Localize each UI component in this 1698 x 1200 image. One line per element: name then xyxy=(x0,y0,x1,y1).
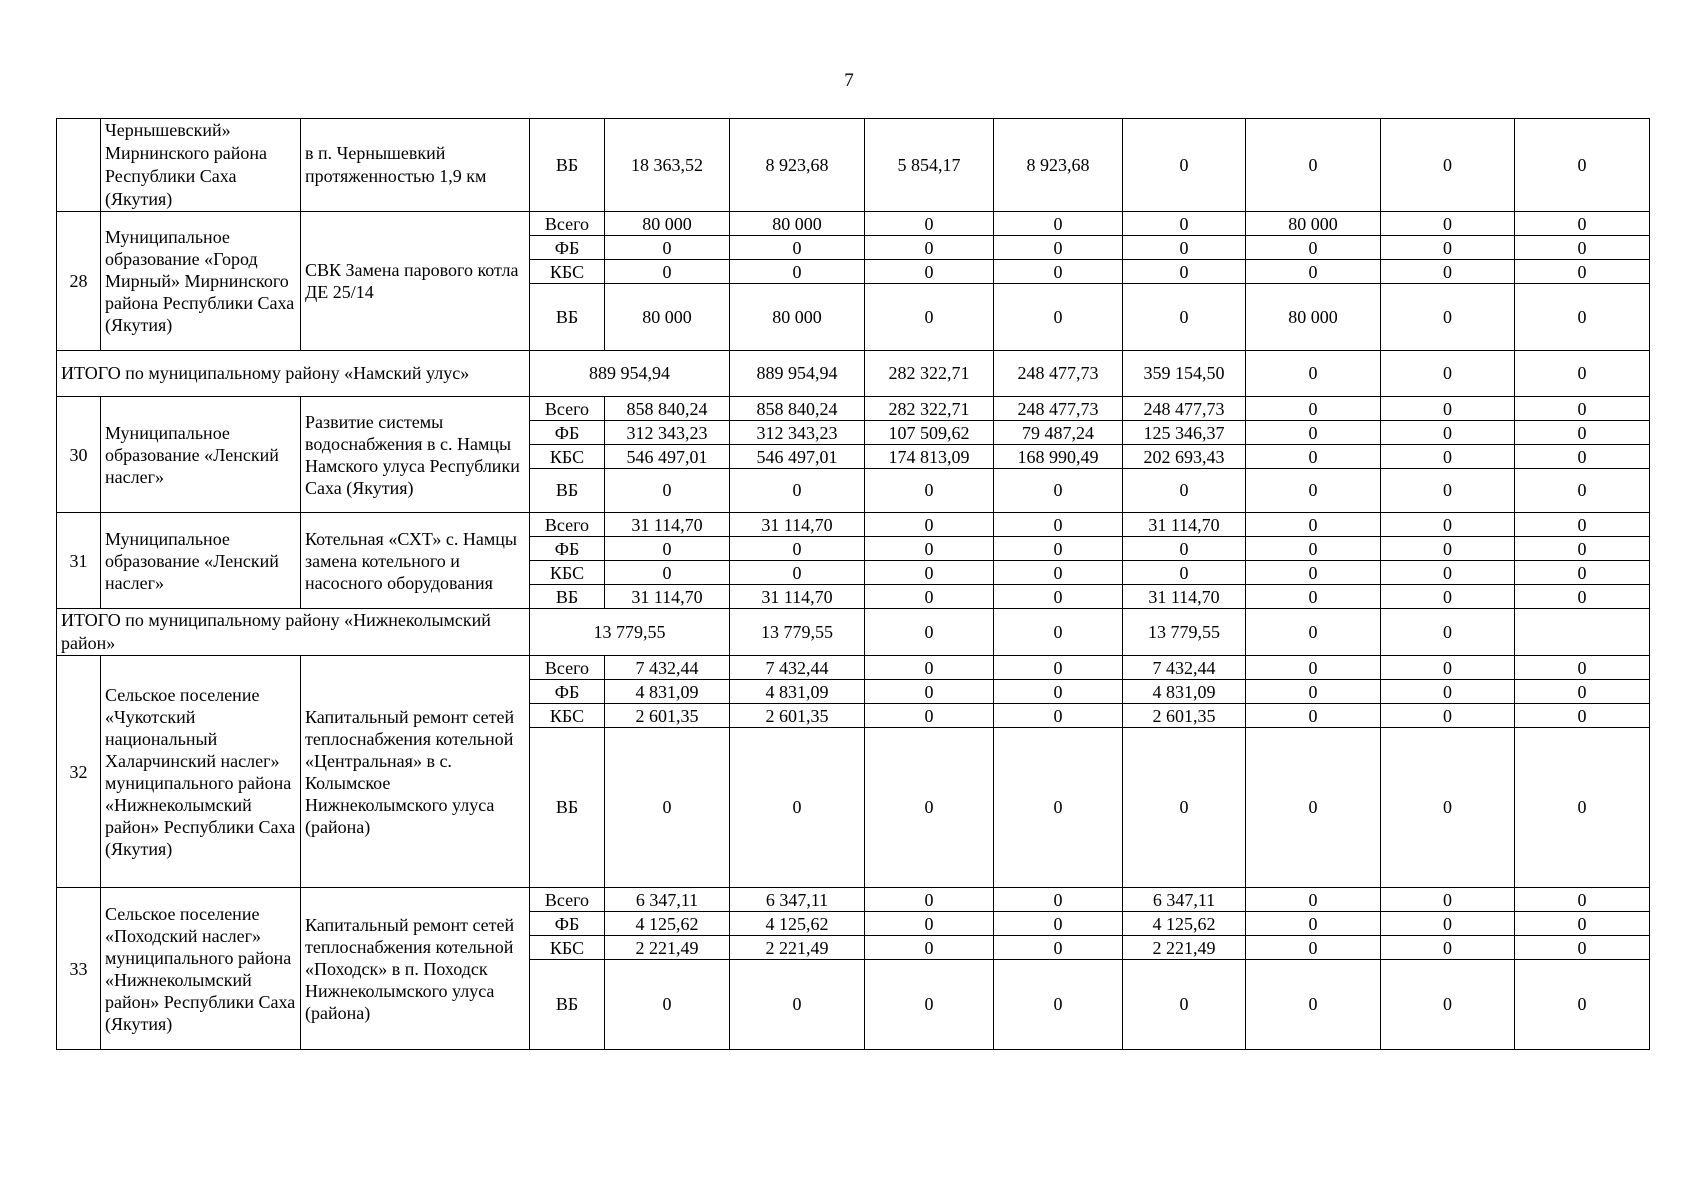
table-row xyxy=(57,888,1650,912)
funding-value: 0 xyxy=(1381,680,1515,704)
funding-value: 0 xyxy=(1515,912,1650,936)
funding-value: 6 347,11 xyxy=(730,888,865,912)
funding-value: 0 xyxy=(994,513,1123,537)
table-row xyxy=(57,656,1650,680)
municipality-name: Муниципальное образование «Ленский наслег» xyxy=(101,397,301,513)
funding-value: 31 114,70 xyxy=(730,585,865,609)
funding-value: 2 601,35 xyxy=(730,704,865,728)
funding-value: 5 854,17 xyxy=(865,119,994,212)
funding-value: 0 xyxy=(994,561,1123,585)
funding-value: 0 xyxy=(605,561,730,585)
funding-value: 0 xyxy=(1515,212,1650,236)
funding-source: Всего xyxy=(530,397,605,421)
funding-value: 0 xyxy=(1381,236,1515,260)
municipality-name: Сельское поселение «Чукотский национальный Халарчинский наслег» муниципального района «Нижнеколымский район» Республики Саха (Якутия) xyxy=(101,656,301,888)
funding-value: 0 xyxy=(1515,704,1650,728)
funding-value: 0 xyxy=(994,888,1123,912)
total-value: 0 xyxy=(865,609,994,656)
funding-value: 0 xyxy=(730,960,865,1050)
funding-value: 282 322,71 xyxy=(865,397,994,421)
funding-value: 2 221,49 xyxy=(605,936,730,960)
funding-source: ФБ xyxy=(530,912,605,936)
funding-value: 0 xyxy=(1246,960,1381,1050)
funding-value: 0 xyxy=(1515,284,1650,351)
funding-value: 312 343,23 xyxy=(605,421,730,445)
funding-value: 0 xyxy=(1246,561,1381,585)
funding-value: 0 xyxy=(730,236,865,260)
funding-value: 0 xyxy=(1515,656,1650,680)
funding-value: 0 xyxy=(1246,513,1381,537)
row-number xyxy=(57,119,101,212)
table-row xyxy=(57,513,1650,537)
total-row xyxy=(57,351,1650,397)
table-row xyxy=(57,397,1650,421)
funding-value: 0 xyxy=(1246,888,1381,912)
total-value: 359 154,50 xyxy=(1123,351,1246,397)
total-value: 248 477,73 xyxy=(994,351,1123,397)
funding-value: 0 xyxy=(605,469,730,513)
funding-value: 0 xyxy=(994,260,1123,284)
funding-source: ВБ xyxy=(530,469,605,513)
funding-value: 0 xyxy=(994,936,1123,960)
funding-value: 0 xyxy=(1246,656,1381,680)
total-value: 889 954,94 xyxy=(530,351,730,397)
funding-value: 0 xyxy=(865,284,994,351)
funding-source: ФБ xyxy=(530,236,605,260)
funding-value: 0 xyxy=(605,236,730,260)
project-name: Котельная «СХТ» с. Намцы замена котельного и насосного оборудования xyxy=(301,513,530,609)
project-name: СВК Замена парового котла ДЕ 25/14 xyxy=(301,212,530,351)
funding-value: 80 000 xyxy=(730,212,865,236)
funding-value: 0 xyxy=(1381,421,1515,445)
total-value: 0 xyxy=(1381,609,1515,656)
funding-value: 7 432,44 xyxy=(605,656,730,680)
funding-value: 0 xyxy=(1381,656,1515,680)
funding-source: ВБ xyxy=(530,284,605,351)
funding-value: 0 xyxy=(1123,284,1246,351)
funding-source: КБС xyxy=(530,936,605,960)
funding-value: 2 601,35 xyxy=(605,704,730,728)
funding-value: 0 xyxy=(730,537,865,561)
funding-value: 4 125,62 xyxy=(605,912,730,936)
funding-value: 0 xyxy=(865,728,994,888)
funding-value: 4 831,09 xyxy=(1123,680,1246,704)
row-number: 28 xyxy=(57,212,101,351)
funding-value: 0 xyxy=(1381,119,1515,212)
funding-value: 79 487,24 xyxy=(994,421,1123,445)
funding-value: 0 xyxy=(1381,912,1515,936)
funding-value: 80 000 xyxy=(1246,284,1381,351)
funding-value: 0 xyxy=(1381,728,1515,888)
funding-value: 0 xyxy=(865,236,994,260)
funding-value: 0 xyxy=(1381,260,1515,284)
funding-value: 0 xyxy=(1515,936,1650,960)
funding-value: 0 xyxy=(865,537,994,561)
total-value: 0 xyxy=(994,609,1123,656)
funding-value: 0 xyxy=(1246,469,1381,513)
total-value: 0 xyxy=(1246,351,1381,397)
funding-value: 6 347,11 xyxy=(605,888,730,912)
funding-value: 0 xyxy=(865,513,994,537)
funding-value: 31 114,70 xyxy=(605,585,730,609)
funding-value: 0 xyxy=(994,960,1123,1050)
funding-source: КБС xyxy=(530,704,605,728)
funding-value: 0 xyxy=(865,912,994,936)
total-value: 889 954,94 xyxy=(730,351,865,397)
funding-value: 0 xyxy=(1515,537,1650,561)
funding-source: ВБ xyxy=(530,960,605,1050)
row-number: 32 xyxy=(57,656,101,888)
funding-value: 0 xyxy=(1515,236,1650,260)
total-label: ИТОГО по муниципальному району «Намский улус» xyxy=(57,351,530,397)
funding-value: 0 xyxy=(1246,421,1381,445)
funding-value: 80 000 xyxy=(1246,212,1381,236)
funding-value: 312 343,23 xyxy=(730,421,865,445)
funding-value: 0 xyxy=(1123,960,1246,1050)
funding-value: 2 221,49 xyxy=(1123,936,1246,960)
funding-source: ВБ xyxy=(530,585,605,609)
funding-value: 858 840,24 xyxy=(605,397,730,421)
funding-value: 0 xyxy=(1246,236,1381,260)
funding-value: 7 432,44 xyxy=(1123,656,1246,680)
funding-source: Всего xyxy=(530,888,605,912)
funding-value: 0 xyxy=(994,680,1123,704)
funding-value: 0 xyxy=(1246,537,1381,561)
project-name: Развитие системы водоснабжения в с. Намцы Намского улуса Республики Саха (Якутия) xyxy=(301,397,530,513)
funding-value: 0 xyxy=(1515,888,1650,912)
funding-value: 0 xyxy=(1381,445,1515,469)
municipality-name: Муниципальное образование «Ленский наслег» xyxy=(101,513,301,609)
funding-source: Всего xyxy=(530,212,605,236)
total-value: 282 322,71 xyxy=(865,351,994,397)
funding-value: 0 xyxy=(865,212,994,236)
funding-value: 0 xyxy=(1246,119,1381,212)
funding-value: 0 xyxy=(1381,704,1515,728)
funding-value: 0 xyxy=(994,585,1123,609)
total-value: 13 779,55 xyxy=(730,609,865,656)
total-value: 13 779,55 xyxy=(530,609,730,656)
funding-value: 0 xyxy=(994,284,1123,351)
table-row xyxy=(57,212,1650,236)
row-number: 31 xyxy=(57,513,101,609)
funding-value: 0 xyxy=(1123,119,1246,212)
funding-value: 0 xyxy=(1381,936,1515,960)
funding-value: 0 xyxy=(1246,585,1381,609)
funding-value: 0 xyxy=(1381,469,1515,513)
funding-value: 0 xyxy=(1381,561,1515,585)
funding-value: 7 432,44 xyxy=(730,656,865,680)
funding-value: 0 xyxy=(1381,212,1515,236)
funding-value: 0 xyxy=(994,912,1123,936)
funding-value: 2 601,35 xyxy=(1123,704,1246,728)
funding-value: 0 xyxy=(605,260,730,284)
funding-value: 248 477,73 xyxy=(1123,397,1246,421)
funding-value: 0 xyxy=(1123,537,1246,561)
funding-value: 80 000 xyxy=(605,284,730,351)
funding-value: 0 xyxy=(1515,585,1650,609)
funding-value: 0 xyxy=(1123,469,1246,513)
funding-source: КБС xyxy=(530,445,605,469)
total-value: 13 779,55 xyxy=(1123,609,1246,656)
funding-value: 546 497,01 xyxy=(605,445,730,469)
funding-source: ВБ xyxy=(530,728,605,888)
funding-value: 0 xyxy=(1381,397,1515,421)
funding-value: 0 xyxy=(994,469,1123,513)
funding-value: 0 xyxy=(1515,260,1650,284)
funding-value: 0 xyxy=(865,936,994,960)
funding-value: 0 xyxy=(605,537,730,561)
project-name: Капитальный ремонт сетей теплоснабжения котельной «Походск» в п. Походск Нижнеколымского улуса (района) xyxy=(301,888,530,1050)
funding-value: 0 xyxy=(605,728,730,888)
funding-value: 168 990,49 xyxy=(994,445,1123,469)
funding-value: 0 xyxy=(1515,728,1650,888)
funding-source: ФБ xyxy=(530,421,605,445)
funding-value: 0 xyxy=(1515,119,1650,212)
funding-value: 202 693,43 xyxy=(1123,445,1246,469)
funding-value: 0 xyxy=(865,561,994,585)
funding-source: КБС xyxy=(530,260,605,284)
funding-value: 0 xyxy=(994,704,1123,728)
funding-value: 0 xyxy=(1246,728,1381,888)
funding-source: ВБ xyxy=(530,119,605,212)
funding-value: 174 813,09 xyxy=(865,445,994,469)
project-name: в п. Чернышевкий протяженностью 1,9 км xyxy=(301,119,530,212)
funding-value: 0 xyxy=(1123,212,1246,236)
funding-value: 0 xyxy=(1246,936,1381,960)
funding-value: 0 xyxy=(1381,537,1515,561)
funding-value: 0 xyxy=(994,537,1123,561)
funding-value: 0 xyxy=(865,656,994,680)
funding-value: 8 923,68 xyxy=(994,119,1123,212)
funding-value: 0 xyxy=(1515,561,1650,585)
funding-value: 0 xyxy=(1246,680,1381,704)
funding-value: 0 xyxy=(1381,585,1515,609)
funding-value: 0 xyxy=(994,212,1123,236)
funding-value: 0 xyxy=(1246,397,1381,421)
funding-value: 0 xyxy=(1123,236,1246,260)
funding-value: 0 xyxy=(1123,728,1246,888)
funding-value: 0 xyxy=(865,680,994,704)
funding-value: 4 125,62 xyxy=(1123,912,1246,936)
table-row xyxy=(57,119,1650,212)
funding-value: 0 xyxy=(1381,888,1515,912)
funding-value: 0 xyxy=(1515,960,1650,1050)
funding-value: 0 xyxy=(865,585,994,609)
funding-value: 18 363,52 xyxy=(605,119,730,212)
funding-value: 0 xyxy=(1515,513,1650,537)
funding-value: 248 477,73 xyxy=(994,397,1123,421)
funding-value: 0 xyxy=(1515,680,1650,704)
funding-value: 31 114,70 xyxy=(730,513,865,537)
funding-value: 125 346,37 xyxy=(1123,421,1246,445)
funding-source: ФБ xyxy=(530,680,605,704)
program-table xyxy=(56,118,1650,1050)
funding-source: ФБ xyxy=(530,537,605,561)
funding-value: 0 xyxy=(1123,260,1246,284)
funding-value: 0 xyxy=(994,728,1123,888)
funding-value: 31 114,70 xyxy=(605,513,730,537)
funding-value: 0 xyxy=(1515,397,1650,421)
total-row xyxy=(57,609,1650,656)
project-name: Капитальный ремонт сетей теплоснабжения котельной «Центральная» в с. Колымское Нижнеколымского улуса (района) xyxy=(301,656,530,888)
funding-value: 0 xyxy=(1246,445,1381,469)
total-value: 0 xyxy=(1515,351,1650,397)
total-label: ИТОГО по муниципальному району «Нижнеколымский район» xyxy=(57,609,530,656)
funding-value: 0 xyxy=(1515,421,1650,445)
funding-value: 0 xyxy=(730,469,865,513)
funding-value: 0 xyxy=(865,469,994,513)
funding-value: 80 000 xyxy=(605,212,730,236)
funding-value: 0 xyxy=(1515,445,1650,469)
municipality-name: Сельское поселение «Походский наслег» муниципального района «Нижнеколымский район» Республики Саха (Якутия) xyxy=(101,888,301,1050)
funding-source: Всего xyxy=(530,656,605,680)
funding-source: КБС xyxy=(530,561,605,585)
funding-value: 0 xyxy=(994,236,1123,260)
row-number: 33 xyxy=(57,888,101,1050)
funding-value: 107 509,62 xyxy=(865,421,994,445)
funding-value: 0 xyxy=(1381,284,1515,351)
funding-value: 0 xyxy=(605,960,730,1050)
funding-value: 0 xyxy=(730,561,865,585)
funding-value: 0 xyxy=(1123,561,1246,585)
funding-value: 2 221,49 xyxy=(730,936,865,960)
funding-source: Всего xyxy=(530,513,605,537)
row-number: 30 xyxy=(57,397,101,513)
funding-value: 80 000 xyxy=(730,284,865,351)
funding-value: 0 xyxy=(865,260,994,284)
funding-value: 8 923,68 xyxy=(730,119,865,212)
total-value: 0 xyxy=(1246,609,1381,656)
funding-value: 0 xyxy=(730,728,865,888)
funding-value: 4 831,09 xyxy=(730,680,865,704)
funding-value: 0 xyxy=(1246,260,1381,284)
funding-value: 546 497,01 xyxy=(730,445,865,469)
funding-value: 0 xyxy=(1515,469,1650,513)
funding-value: 0 xyxy=(865,960,994,1050)
funding-value: 0 xyxy=(730,260,865,284)
funding-value: 0 xyxy=(1381,960,1515,1050)
funding-value: 0 xyxy=(865,704,994,728)
funding-value: 4 125,62 xyxy=(730,912,865,936)
funding-value: 0 xyxy=(994,656,1123,680)
funding-value: 0 xyxy=(1246,704,1381,728)
municipality-name: Муниципальное образование «Город Мирный» Мирнинского района Республики Саха (Якутия) xyxy=(101,212,301,351)
funding-value: 31 114,70 xyxy=(1123,585,1246,609)
total-value: 0 xyxy=(1381,351,1515,397)
funding-value: 858 840,24 xyxy=(730,397,865,421)
funding-value: 4 831,09 xyxy=(605,680,730,704)
funding-value: 6 347,11 xyxy=(1123,888,1246,912)
funding-value: 0 xyxy=(1381,513,1515,537)
funding-value: 0 xyxy=(865,888,994,912)
funding-value: 0 xyxy=(1246,912,1381,936)
page-number: 7 xyxy=(844,70,854,91)
funding-value: 31 114,70 xyxy=(1123,513,1246,537)
total-value xyxy=(1515,609,1650,656)
municipality-name: Чернышевский» Мирнинского района Республики Саха (Якутия) xyxy=(101,119,301,212)
